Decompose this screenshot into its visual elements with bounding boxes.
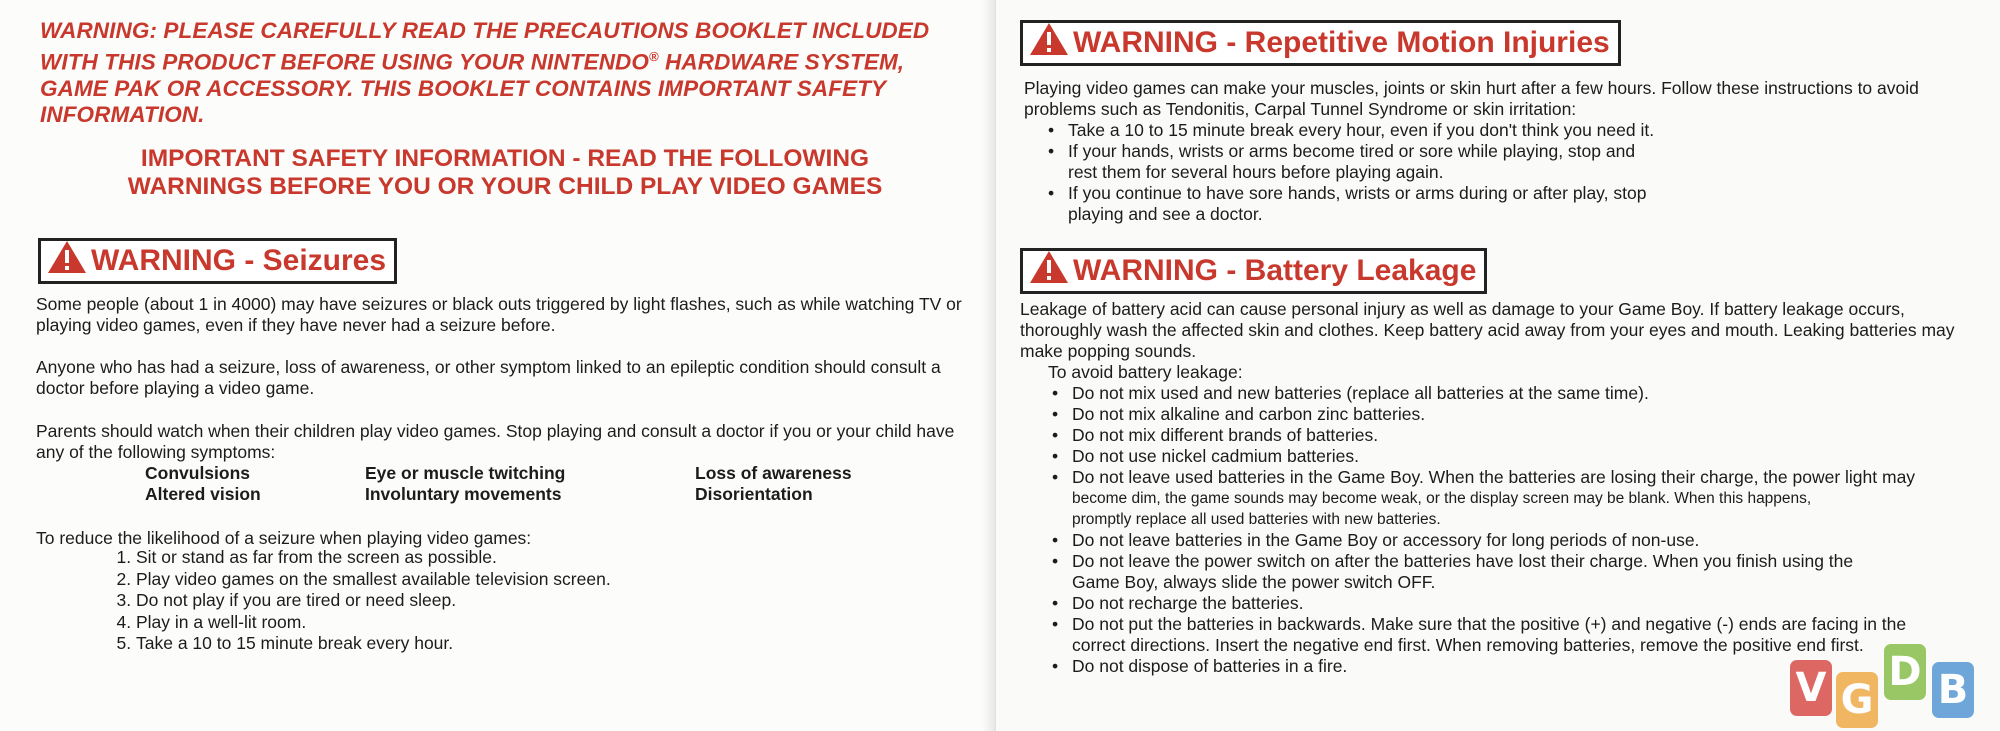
intro-line: WARNING: PLEASE CAREFULLY READ THE PRECAUTIONS BOOKLET INCLUDED: [40, 18, 930, 43]
logo-letter: G: [1836, 672, 1878, 728]
warning-triangle-icon: [1029, 250, 1069, 292]
list-item: 3. Do not play if you are tired or need sleep.: [136, 590, 611, 612]
list-item: [1060, 383, 1990, 404]
intro-line: INFORMATION.: [40, 101, 205, 127]
logo-letter: D: [1884, 644, 1926, 700]
registered-mark: ®: [649, 49, 659, 64]
text-line: playing video games, even if they have never had a seizure before.: [36, 315, 556, 335]
list-item: 1. Sit or stand as far from the screen as possible.: [136, 547, 611, 569]
symptom-item: Altered vision: [145, 484, 261, 504]
battery-bullets: [1040, 383, 1990, 677]
list-item: [1060, 593, 1990, 614]
text-line: • If your hands, wrists or arms become tired or sore while playing, stop and: [1068, 141, 1636, 161]
list-item: [1056, 183, 1654, 225]
text-line: Game Boy, always slide the power switch OFF.: [1072, 572, 1436, 592]
battery-warning-box: [1020, 248, 1487, 294]
intro-line: [40, 44, 960, 76]
seizures-warning-box: [38, 238, 397, 284]
symptoms-grid: [145, 463, 885, 505]
text-line: problems such as Tendonitis, Carpal Tunnel Syndrome or skin irritation:: [1024, 99, 1577, 119]
text-line: correct directions. Insert the negative end first. When removing batteries, remove the positive end first.: [1072, 635, 1864, 655]
list-item: [1056, 120, 1654, 141]
list-item: 5. Take a 10 to 15 minute break every hour.: [136, 633, 611, 655]
intro-text: WITH THIS PRODUCT BEFORE USING YOUR NINTENDO: [40, 49, 649, 75]
text-line: thoroughly wash the affected skin and clothes. Keep battery acid away from your eyes and mouth. Leaking batteries may: [1020, 320, 1955, 340]
intro-line: GAME PAK OR ACCESSORY. THIS BOOKLET CONTAINS IMPORTANT SAFETY: [40, 75, 887, 101]
intro-text: HARDWARE SYSTEM,: [658, 49, 905, 75]
list-item: 2. Play video games on the smallest available television screen.: [136, 569, 611, 591]
text-line: make popping sounds.: [1020, 341, 1197, 361]
text-line: • Do not leave the power switch on after the batteries have lost their charge. When you finish using the: [1072, 551, 1854, 571]
left-page: [0, 0, 996, 731]
reduce-intro: To reduce the likelihood of a seizure when playing video games:: [36, 528, 532, 548]
text-line: • Take a 10 to 15 minute break every hour, even if you don't think you need it.: [1068, 120, 1655, 140]
text-line: • Do not dispose of batteries in a fire.: [1072, 656, 1348, 676]
symptom-item: Involuntary movements: [365, 484, 562, 504]
warning-triangle-icon: [1029, 22, 1069, 64]
symptom-item: Convulsions: [145, 463, 251, 483]
text-line: Parents should watch when their children play video games. Stop playing and consult a doctor if you or your child have: [36, 421, 955, 441]
right-page: [996, 0, 2000, 731]
text-line: Leakage of battery acid can cause personal injury as well as damage to your Game Boy. If battery leakage occurs,: [1020, 299, 1905, 319]
symptom-item: Disorientation: [695, 484, 813, 504]
text-line: • Do not recharge the batteries.: [1072, 593, 1304, 613]
list-item: [1060, 467, 1990, 530]
seizures-paragraph-3: [36, 421, 976, 463]
rmi-paragraph: [1024, 78, 1984, 120]
list-item: [1060, 530, 1990, 551]
text-line: • Do not mix alkaline and carbon zinc batteries.: [1072, 404, 1426, 424]
list-item: [1060, 551, 1990, 593]
text-line: playing and see a doctor.: [1068, 204, 1263, 224]
logo-letter: V: [1790, 660, 1832, 716]
text-line: • Do not leave used batteries in the Game Boy. When the batteries are losing their charge, the power light may: [1072, 467, 1916, 487]
text-line: doctor before playing a video game.: [36, 378, 315, 398]
text-line: Playing video games can make your muscles, joints or skin hurt after a few hours. Follow these instructions to avoid: [1024, 78, 1919, 98]
text-line: Anyone who has had a seizure, loss of awareness, or other symptom linked to an epileptic condition should consult a: [36, 357, 941, 377]
text-line: • Do not put the batteries in backwards. Make sure that the positive (+) and negative (-) ends are facing in the: [1072, 614, 1907, 634]
seizures-title: WARNING - Seizures: [91, 244, 387, 277]
text-line: • If you continue to have sore hands, wrists or arms during or after play, stop: [1068, 183, 1647, 203]
list-item: 4. Play in a well-lit room.: [136, 612, 611, 634]
list-item: [1060, 404, 1990, 425]
battery-avoid-intro: To avoid battery leakage:: [1048, 362, 1243, 382]
subheading-line: IMPORTANT SAFETY INFORMATION - READ THE FOLLOWING: [140, 145, 870, 172]
text-line: become dim, the game sounds may become weak, or the display screen may be blank. When this happens,: [1072, 490, 1812, 507]
battery-paragraph: [1020, 299, 1990, 362]
text-line: promptly replace all used batteries with new batteries.: [1072, 511, 1441, 528]
intro-warning: [40, 18, 960, 128]
text-line: • Do not leave batteries in the Game Boy or accessory for long periods of non-use.: [1072, 530, 1700, 550]
symptom-item: Eye or muscle twitching: [365, 463, 566, 483]
seizures-paragraph-1: [36, 294, 976, 336]
rmi-title: WARNING - Repetitive Motion Injuries: [1073, 26, 1610, 59]
seizures-paragraph-2: [36, 357, 976, 399]
text-line: rest them for several hours before playing again.: [1068, 162, 1444, 182]
rmi-warning-box: [1020, 20, 1621, 66]
list-item: [1060, 425, 1990, 446]
text-line: • Do not mix used and new batteries (replace all batteries at the same time).: [1072, 383, 1649, 403]
safety-subheading: [40, 145, 970, 201]
text-line: any of the following symptoms:: [36, 442, 276, 462]
rmi-bullets: [1036, 120, 1654, 225]
warning-triangle-icon: [47, 240, 87, 282]
list-item: [1060, 446, 1990, 467]
list-item: [1056, 141, 1654, 183]
symptom-item: Loss of awareness: [695, 463, 852, 483]
seizure-steps-list: [114, 547, 611, 655]
subheading-line: WARNINGS BEFORE YOU OR YOUR CHILD PLAY VIDEO GAMES: [127, 173, 883, 200]
text-line: • Do not use nickel cadmium batteries.: [1072, 446, 1359, 466]
text-line: Some people (about 1 in 4000) may have seizures or black outs triggered by light flashes, such as while watching TV or: [36, 294, 962, 314]
battery-title: WARNING - Battery Leakage: [1073, 254, 1477, 287]
logo-letter: B: [1932, 662, 1974, 718]
text-line: • Do not mix different brands of batteries.: [1072, 425, 1379, 445]
vgdb-watermark-logo: [1788, 640, 1992, 730]
